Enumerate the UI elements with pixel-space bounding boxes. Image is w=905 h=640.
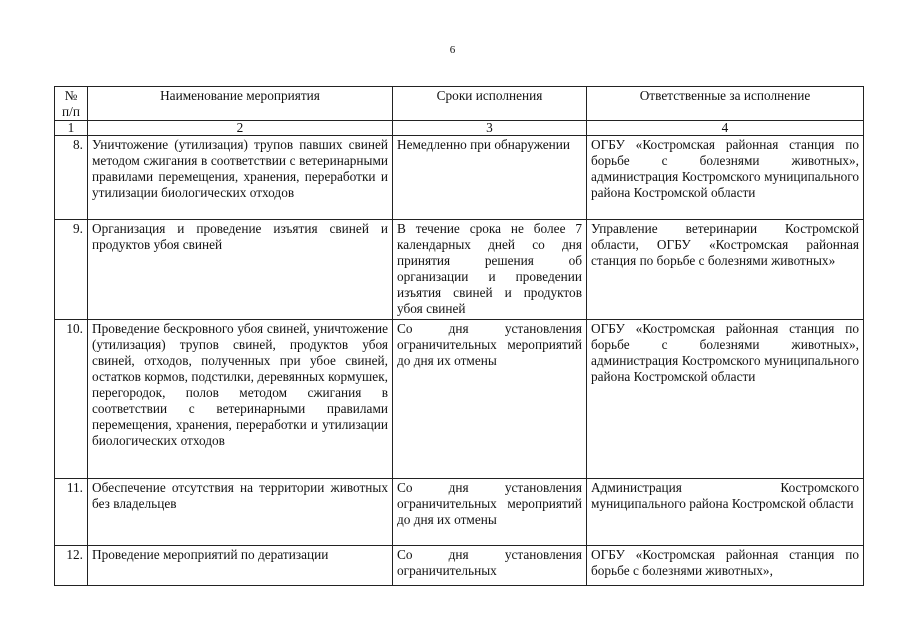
execution-terms: В течение срока не более 7 календарных дней со дня принятия решения об организации и проведении изъятия свиней и продуктов убоя свиней bbox=[393, 220, 587, 320]
measure-name: Обеспечение отсутствия на территории животных без владельцев bbox=[88, 479, 393, 546]
row-number: 9. bbox=[55, 220, 88, 320]
column-number: 2 bbox=[88, 121, 393, 136]
table-row bbox=[55, 220, 864, 320]
measure-name: Организация и проведение изъятия свиней и продуктов убоя свиней bbox=[88, 220, 393, 320]
table-row bbox=[55, 320, 864, 479]
header-responsible: Ответственные за исполнение bbox=[587, 87, 864, 121]
table-row bbox=[55, 546, 864, 586]
table-header-row bbox=[55, 87, 864, 121]
execution-terms: Со дня установления ограничительных мероприятий до дня их отмены bbox=[393, 320, 587, 479]
column-number: 3 bbox=[393, 121, 587, 136]
table-row bbox=[55, 479, 864, 546]
execution-terms: Немедленно при обнаружении bbox=[393, 136, 587, 220]
header-terms: Сроки исполнения bbox=[393, 87, 587, 121]
row-number: 12. bbox=[55, 546, 88, 586]
column-number: 1 bbox=[55, 121, 88, 136]
measure-name: Проведение бескровного убоя свиней, уничтожение (утилизация) трупов свиней, продуктов убоя свиней, отходов, полученных при убое свиней, остатков кормов, подстилки, деревянных кормушек, перегородок, полов методом сжигания в соответствии с ветеринарными правилами перемещения, хранения, переработки и утилизации биологических отходов bbox=[88, 320, 393, 479]
header-measure-name: Наименование мероприятия bbox=[88, 87, 393, 121]
measures-table bbox=[54, 86, 864, 586]
header-number: № п/п bbox=[55, 87, 88, 121]
row-number: 10. bbox=[55, 320, 88, 479]
responsible-parties: Управление ветеринарии Костромской области, ОГБУ «Костромская районная станция по борьбе с болезнями животных» bbox=[587, 220, 864, 320]
row-number: 11. bbox=[55, 479, 88, 546]
responsible-parties: ОГБУ «Костромская районная станция по борьбе с болезнями животных», администрация Костромского муниципального района Костромской области bbox=[587, 320, 864, 479]
column-number: 4 bbox=[587, 121, 864, 136]
page-number: 6 bbox=[449, 44, 456, 56]
responsible-parties: Администрация Костромского муниципального района Костромской области bbox=[587, 479, 864, 546]
measure-name: Проведение мероприятий по дератизации bbox=[88, 546, 393, 586]
column-number-row bbox=[55, 121, 864, 136]
row-number: 8. bbox=[55, 136, 88, 220]
measure-name: Уничтожение (утилизация) трупов павших свиней методом сжигания в соответствии с ветеринарными правилами перемещения, хранения, переработки и утилизации биологических отходов bbox=[88, 136, 393, 220]
table-row bbox=[55, 136, 864, 220]
responsible-parties: ОГБУ «Костромская районная станция по борьбе с болезнями животных», администрация Костромского муниципального района Костромской области bbox=[587, 136, 864, 220]
execution-terms: Со дня установления ограничительных мероприятий до дня их отмены bbox=[393, 479, 587, 546]
responsible-parties: ОГБУ «Костромская районная станция по борьбе с болезнями животных», bbox=[587, 546, 864, 586]
execution-terms: Со дня установления ограничительных bbox=[393, 546, 587, 586]
